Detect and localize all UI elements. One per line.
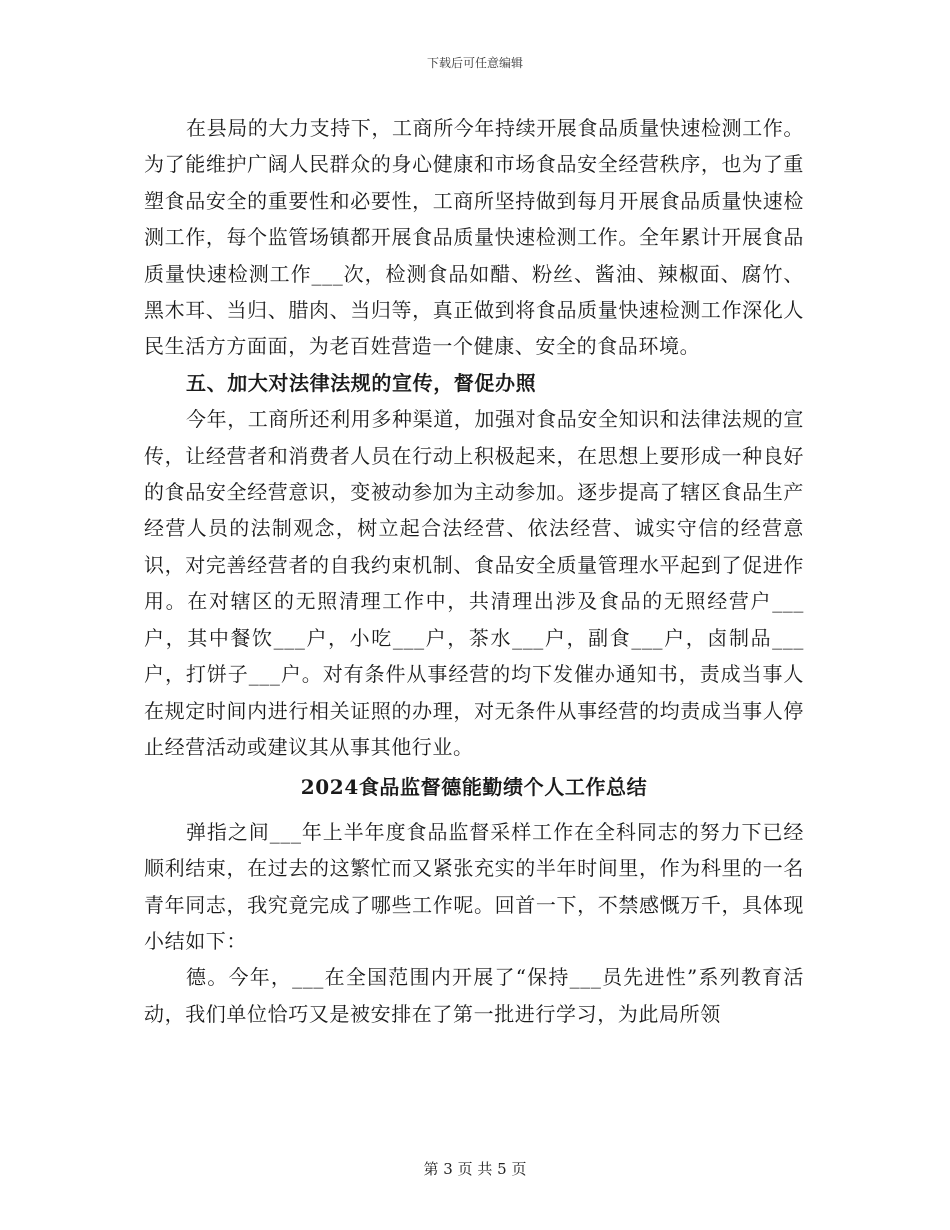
paragraph-summary-intro: 弹指之间___年上半年度食品监督采样工作在全科同志的努力下已经顺利结束，在过去的这繁忙而又紧张充实的半年时间里，作为科里的一名青年同志，我究竟完成了哪些工作呢。回首一下，不禁感慨万千，具体现小结如下： bbox=[144, 819, 804, 953]
paragraph-food-testing: 在县局的大力支持下，工商所今年持续开展食品质量快速检测工作。为了能维护广阔人民群众的身心健康和市场食品安全经营秩序，也为了重塑食品安全的重要性和必要性，工商所坚持做到每月开展食品质量快速检测工作，每个监管场镇都开展食品质量快速检测工作。全年累计开展食品质量快速检测工作___次，检测食品如醋、粉丝、酱油、辣椒面、腐竹、黑木耳、当归、腊肉、当归等，真正做到将食品质量快速检测工作深化人民生活方方面面，为老百姓营造一个健康、安全的食品环境。 bbox=[144, 116, 804, 359]
page-footer: 第 3 页 共 5 页 bbox=[423, 1160, 527, 1178]
paragraph-law-promotion: 今年，工商所还利用多种渠道，加强对食品安全知识和法律法规的宣传，让经营者和消费者人员在行动上积极起来，在思想上要形成一种良好的食品安全经营意识，变被动参加为主动参加。逐步提高了辖区食品生产经营人员的法制观念，树立起合法经营、依法经营、诚实守信的经营意识，对完善经营者的自我约束机制、食品安全质量管理水平起到了促进作用。在对辖区的无照清理工作中，共清理出涉及食品的无照经营户___户，其中餐饮___户，小吃___户，茶水___户，副食___户，卤制品___户，打饼子___户。对有条件从事经营的均下发催办通知书，责成当事人在规定时间内进行相关证照的办理，对无条件从事经营的均责成当事人停止经营活动或建议其从事其他行业。 bbox=[144, 407, 804, 759]
page-header: 下载后可任意编辑 bbox=[426, 56, 523, 70]
document-body bbox=[144, 110, 804, 1032]
paragraph-virtue: 德。今年，___在全国范围内开展了“保持___员先进性”系列教育活动，我们单位恰巧又是被安排在了第一批进行学习，为此局所领 bbox=[144, 965, 804, 1026]
document-title: 2024食品监督德能勤绩个人工作总结 bbox=[300, 775, 648, 800]
section-heading-five: 五、加大对法律法规的宣传，督促办照 bbox=[186, 370, 537, 395]
